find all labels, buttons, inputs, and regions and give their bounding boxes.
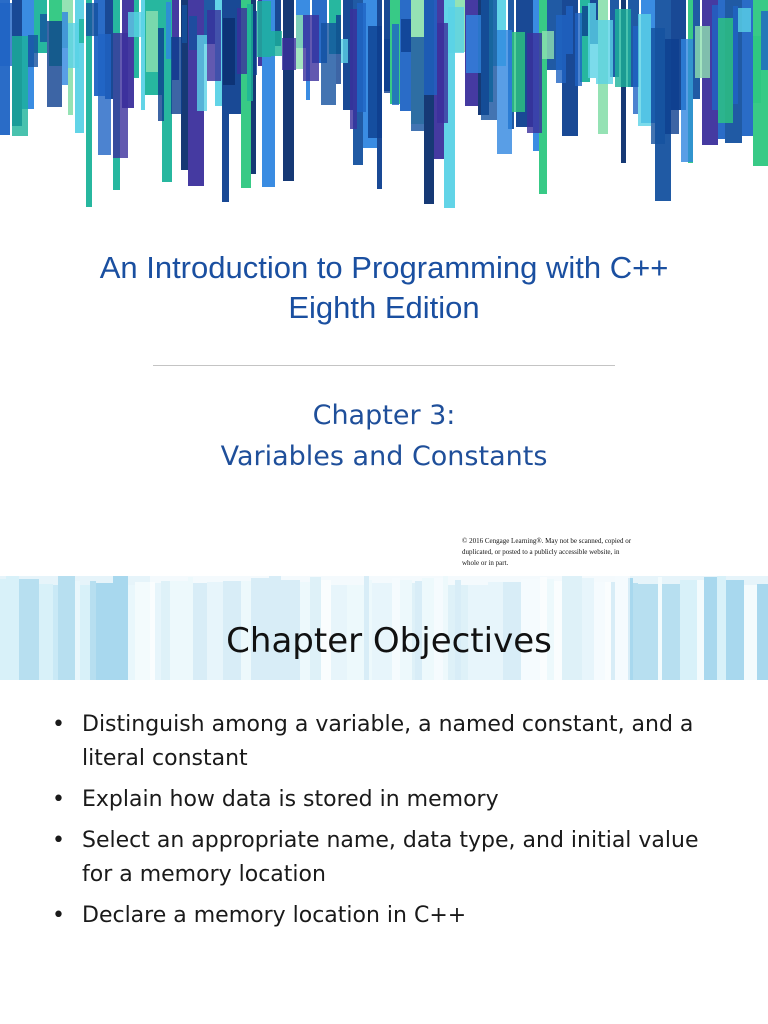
banner-stripe (733, 6, 738, 104)
banner-stripe (86, 3, 98, 36)
banner-stripe (189, 16, 197, 50)
banner-stripe (253, 11, 257, 75)
list-item-line-2: literal constant (82, 746, 248, 771)
presentation-title (0, 248, 768, 328)
banner-stripe (738, 8, 751, 32)
list-item-line-1: Declare a memory location in C++ (82, 903, 467, 928)
banner-stripe (113, 33, 128, 158)
banner-stripe (761, 11, 768, 70)
banner-stripe (303, 15, 319, 81)
copyright-line-3: whole or in part. (462, 559, 509, 567)
banner-stripe (575, 13, 582, 86)
title-line-1: An Introduction to Programming with C++ (99, 250, 669, 285)
banner-stripe (753, 36, 761, 103)
banner-stripe (166, 2, 171, 59)
title-line-2: Eighth Edition (288, 290, 480, 325)
banner-stripe (411, 37, 424, 131)
banner-stripe (527, 33, 542, 133)
bullet-icon: • (52, 903, 65, 928)
list-item-line-1: Select an appropriate name, data type, and initial value (82, 828, 699, 853)
banner-stripe (257, 1, 271, 57)
banner-stripe (437, 23, 448, 123)
list-item-line-2: for a memory location (82, 862, 326, 887)
banner-stripe (247, 4, 253, 101)
banner-stripe (400, 0, 411, 111)
banner-stripe (384, 39, 390, 93)
banner-stripe (282, 38, 296, 70)
banner-stripe (12, 36, 28, 136)
banner-stripe (336, 15, 341, 84)
copyright-line-2: duplicated, or posted to a publicly accessible website, in (462, 548, 620, 556)
slide-heading: Chapter Objectives (226, 621, 552, 661)
banner-stripe (271, 31, 282, 56)
banner-stripe (588, 3, 596, 78)
objectives-list (52, 708, 732, 940)
banner-stripe (350, 9, 357, 129)
bullet-icon: • (52, 787, 65, 812)
banner-stripe (582, 6, 588, 36)
banner-stripe (171, 37, 182, 114)
banner-stripe (556, 15, 566, 83)
banner-stripe (401, 19, 411, 52)
banner-stripe (207, 10, 221, 81)
banner-stripe (134, 0, 139, 78)
banner-stripe (424, 0, 437, 95)
banner-stripe (0, 3, 12, 66)
list-item-line-1: Distinguish among a variable, a named constant, and a (82, 712, 694, 737)
subtitle-line-1: Chapter 3: (312, 400, 456, 431)
banner-stripe (146, 11, 158, 72)
banner-stripe (695, 26, 710, 78)
banner-stripe (633, 26, 638, 114)
banner-stripe (368, 26, 382, 138)
banner-stripe (681, 39, 693, 162)
banner-stripe (392, 24, 399, 105)
banner-stripe (542, 31, 554, 59)
copyright-line-1: © 2016 Cengage Learning®. May not be scanned, copied or (462, 537, 632, 545)
banner-stripe (357, 3, 366, 112)
banner-stripe (466, 15, 481, 73)
objectives-slide (0, 576, 768, 1024)
list-item (52, 708, 732, 776)
banner-stripe (665, 39, 679, 134)
banner-stripe (341, 39, 348, 63)
bullet-icon: • (52, 828, 65, 853)
banner-stripe (237, 8, 247, 74)
divider-line (153, 365, 615, 366)
banner-stripe (512, 32, 525, 112)
banner-stripe (128, 12, 144, 37)
copyright-notice (462, 536, 692, 569)
banner-stripe (651, 28, 665, 144)
decorative-banner (0, 0, 768, 215)
banner-stripe (296, 15, 303, 69)
banner-stripe (566, 6, 573, 54)
banner-stripe (182, 5, 187, 43)
banner-stripe (497, 30, 512, 154)
banner-stripe (79, 19, 84, 43)
list-item (52, 824, 732, 892)
banner-stripe (718, 18, 733, 123)
banner-stripe (321, 23, 336, 105)
banner-stripe (638, 14, 651, 126)
banner-stripe (28, 35, 38, 67)
list-item (52, 783, 732, 817)
banner-stripe (68, 23, 79, 68)
subtitle-line-2: Variables and Constants (220, 441, 548, 472)
banner-stripe (615, 9, 631, 87)
banner-stripe (481, 0, 497, 120)
banner-stripe (98, 34, 111, 155)
banner-stripe (62, 12, 68, 85)
bullet-icon: • (52, 712, 65, 737)
banner-stripe (40, 14, 47, 42)
banner-stripe (283, 0, 294, 181)
banner-stripe (158, 28, 164, 121)
list-item-line-1: Explain how data is stored in memory (82, 787, 499, 812)
banner-stripe (197, 35, 207, 111)
banner-stripe (223, 18, 235, 85)
banner-stripe (712, 5, 718, 110)
list-item (52, 899, 732, 933)
chapter-subtitle (0, 395, 768, 477)
banner-stripe (47, 21, 62, 107)
banner-stripe (448, 7, 464, 53)
banner-stripe (596, 20, 613, 84)
